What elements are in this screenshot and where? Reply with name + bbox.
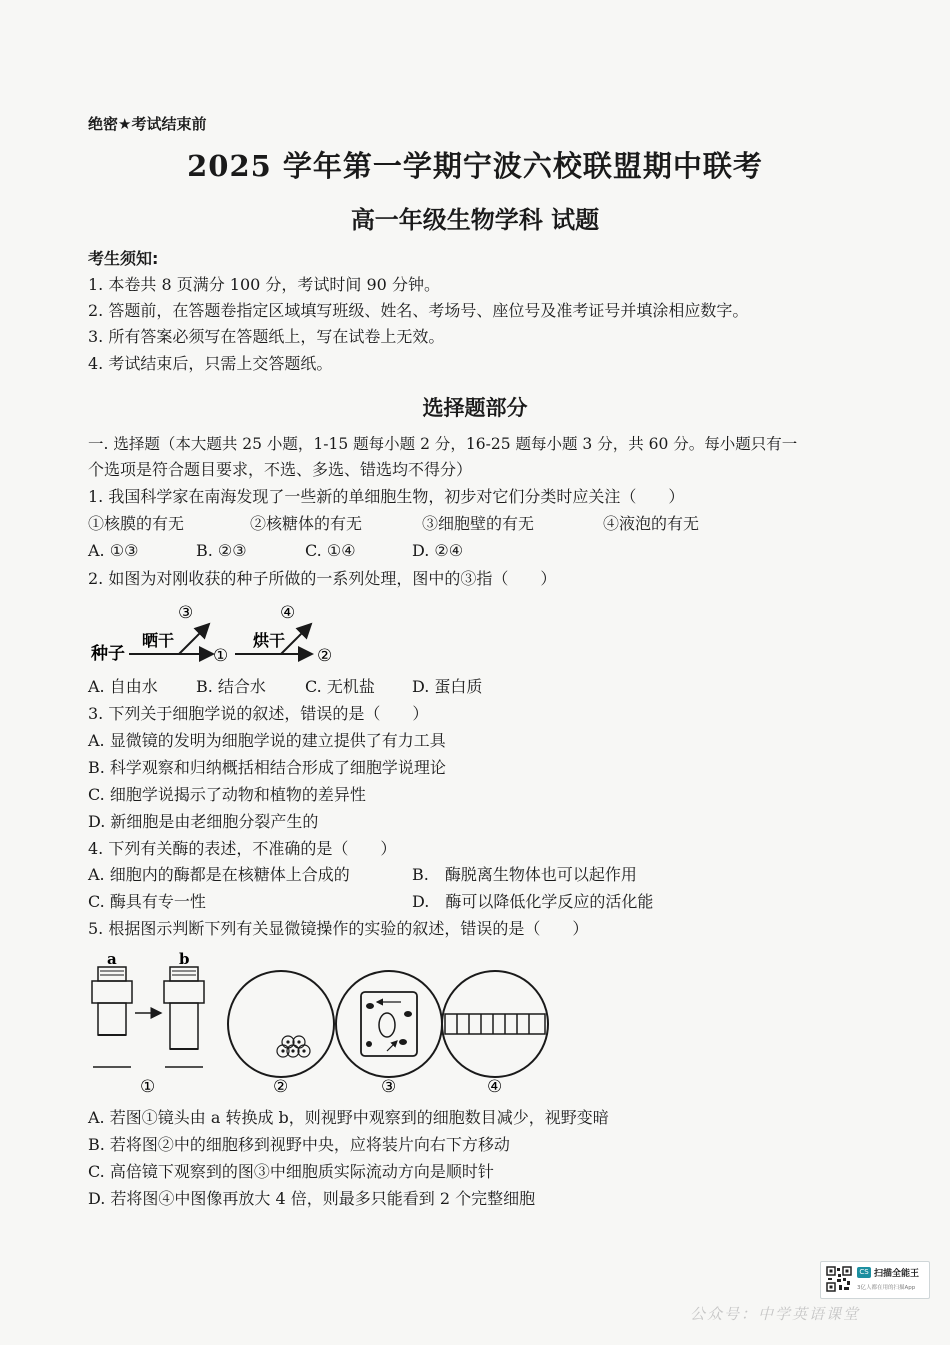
q3-option-a: A. 显微镜的发明为细胞学说的建立提供了有力工具 xyxy=(88,731,446,750)
diagram-marker-3: ③ xyxy=(178,603,194,623)
q4-option-d: D. 酶可以降低化学反应的活化能 xyxy=(412,892,654,911)
scanner-badge xyxy=(820,1261,930,1299)
q1-option-a: A. ①③ xyxy=(88,541,139,560)
field-of-view-3 xyxy=(336,971,442,1077)
q5-option-a: A. 若图①镜头由 a 转换成 b，则视野中观察到的细胞数目减少，视野变暗 xyxy=(88,1108,609,1127)
watermark: 公众号：中学英语课堂 xyxy=(690,1305,861,1323)
figure-label-2: ② xyxy=(273,1077,289,1097)
q1-item: ③细胞壁的有无 xyxy=(422,514,535,533)
objective-lens-b xyxy=(164,950,204,1049)
field-of-view-2 xyxy=(228,971,334,1077)
arrow-line xyxy=(281,624,311,654)
objective-lens-a xyxy=(92,950,132,1035)
q4-option-c: C. 酶具有专一性 xyxy=(88,892,206,911)
seed-process-diagram xyxy=(85,596,365,676)
diagram-step1-label: 晒干 xyxy=(142,631,175,650)
notice-item: 3. 所有答案必须写在答题纸上，写在试卷上无效。 xyxy=(88,327,445,346)
q5-option-d: D. 若将图④中图像再放大 4 倍，则最多只能看到 2 个完整细胞 xyxy=(88,1189,536,1208)
figure-label-4: ④ xyxy=(487,1077,503,1097)
q2-option-b: B. 结合水 xyxy=(196,677,266,696)
q3-option-d: D. 新细胞是由老细胞分裂产生的 xyxy=(88,812,319,831)
q4-option-a: A. 细胞内的酶都是在核糖体上合成的 xyxy=(88,865,350,884)
q5-option-b: B. 若将图②中的细胞移到视野中央，应将装片向右下方移动 xyxy=(88,1135,510,1154)
q5-stem: 5. 根据图示判断下列有关显微镜操作的实验的叙述，错误的是（ ） xyxy=(88,919,589,938)
diagram-marker-1: ① xyxy=(213,646,229,666)
section-title: 选择题部分 xyxy=(422,395,528,420)
q1-item: ②核糖体的有无 xyxy=(250,514,363,533)
q2-option-d: D. 蛋白质 xyxy=(412,677,483,696)
notice-heading: 考生须知: xyxy=(88,249,159,268)
q1-option-d: D. ②④ xyxy=(412,541,464,560)
notice-item: 1. 本卷共 8 页满分 100 分，考试时间 90 分钟。 xyxy=(88,275,440,294)
q4-option-b: B. 酶脱离生物体也可以起作用 xyxy=(412,865,637,884)
notice-item: 4. 考试结束后，只需上交答题纸。 xyxy=(88,354,333,373)
q2-option-c: C. 无机盐 xyxy=(305,677,375,696)
q2-stem: 2. 如图为对刚收获的种子所做的一系列处理，图中的③指（ ） xyxy=(88,569,557,588)
q5-option-c: C. 高倍镜下观察到的图③中细胞质实际流动方向是顺时针 xyxy=(88,1162,494,1181)
figure-label-1: ① xyxy=(140,1077,156,1097)
figure-label-3: ③ xyxy=(381,1077,397,1097)
qr-code-icon xyxy=(826,1266,852,1292)
scanner-tagline: 3亿人都在用的扫描App xyxy=(857,1285,916,1291)
secret-label: 绝密★考试结束前 xyxy=(88,115,207,133)
section-intro: 个选项是符合题目要求，不选、多选、错选均不得分） xyxy=(88,460,473,479)
q2-option-a: A. 自由水 xyxy=(88,677,158,696)
notice-item: 2. 答题前，在答题卷指定区域填写班级、姓名、考场号、座位号及准考证号并填涂相应数字。 xyxy=(88,301,749,320)
q3-option-b: B. 科学观察和归纳概括相结合形成了细胞学说理论 xyxy=(88,758,446,777)
q1-item: ①核膜的有无 xyxy=(88,514,185,533)
q1-option-b: B. ②③ xyxy=(196,541,247,560)
scanner-logo-icon: CS xyxy=(857,1267,871,1278)
q4-stem: 4. 下列有关酶的表述，不准确的是（ ） xyxy=(88,839,397,858)
q1-option-c: C. ①④ xyxy=(305,541,356,560)
q3-stem: 3. 下列关于细胞学说的叙述，错误的是（ ） xyxy=(88,704,429,723)
q1-item: ④液泡的有无 xyxy=(603,514,700,533)
microscope-figure xyxy=(85,950,555,1100)
q3-option-c: C. 细胞学说揭示了动物和植物的差异性 xyxy=(88,785,366,804)
section-intro: 一. 选择题（本大题共 25 小题，1-15 题每小题 2 分，16-25 题每小题 3 分，共 60 分。每小题只有一 xyxy=(88,435,798,453)
diagram-step2-label: 烘干 xyxy=(253,631,286,650)
scanner-name: 扫描全能王 xyxy=(874,1269,920,1279)
diagram-marker-2: ② xyxy=(317,646,333,666)
exam-title: 2025 学年第一学期宁波六校联盟期中联考 xyxy=(187,149,763,183)
exam-subtitle: 高一年级生物学科 试题 xyxy=(350,205,600,234)
diagram-marker-4: ④ xyxy=(280,603,296,623)
field-of-view-4 xyxy=(442,971,548,1077)
lens-a-label: a xyxy=(107,950,117,968)
q1-stem: 1. 我国科学家在南海发现了一些新的单细胞生物，初步对它们分类时应关注（ ） xyxy=(88,487,685,506)
arrow-line xyxy=(179,624,209,654)
diagram-seed-label: 种子 xyxy=(91,644,125,664)
lens-b-label: b xyxy=(179,950,190,968)
